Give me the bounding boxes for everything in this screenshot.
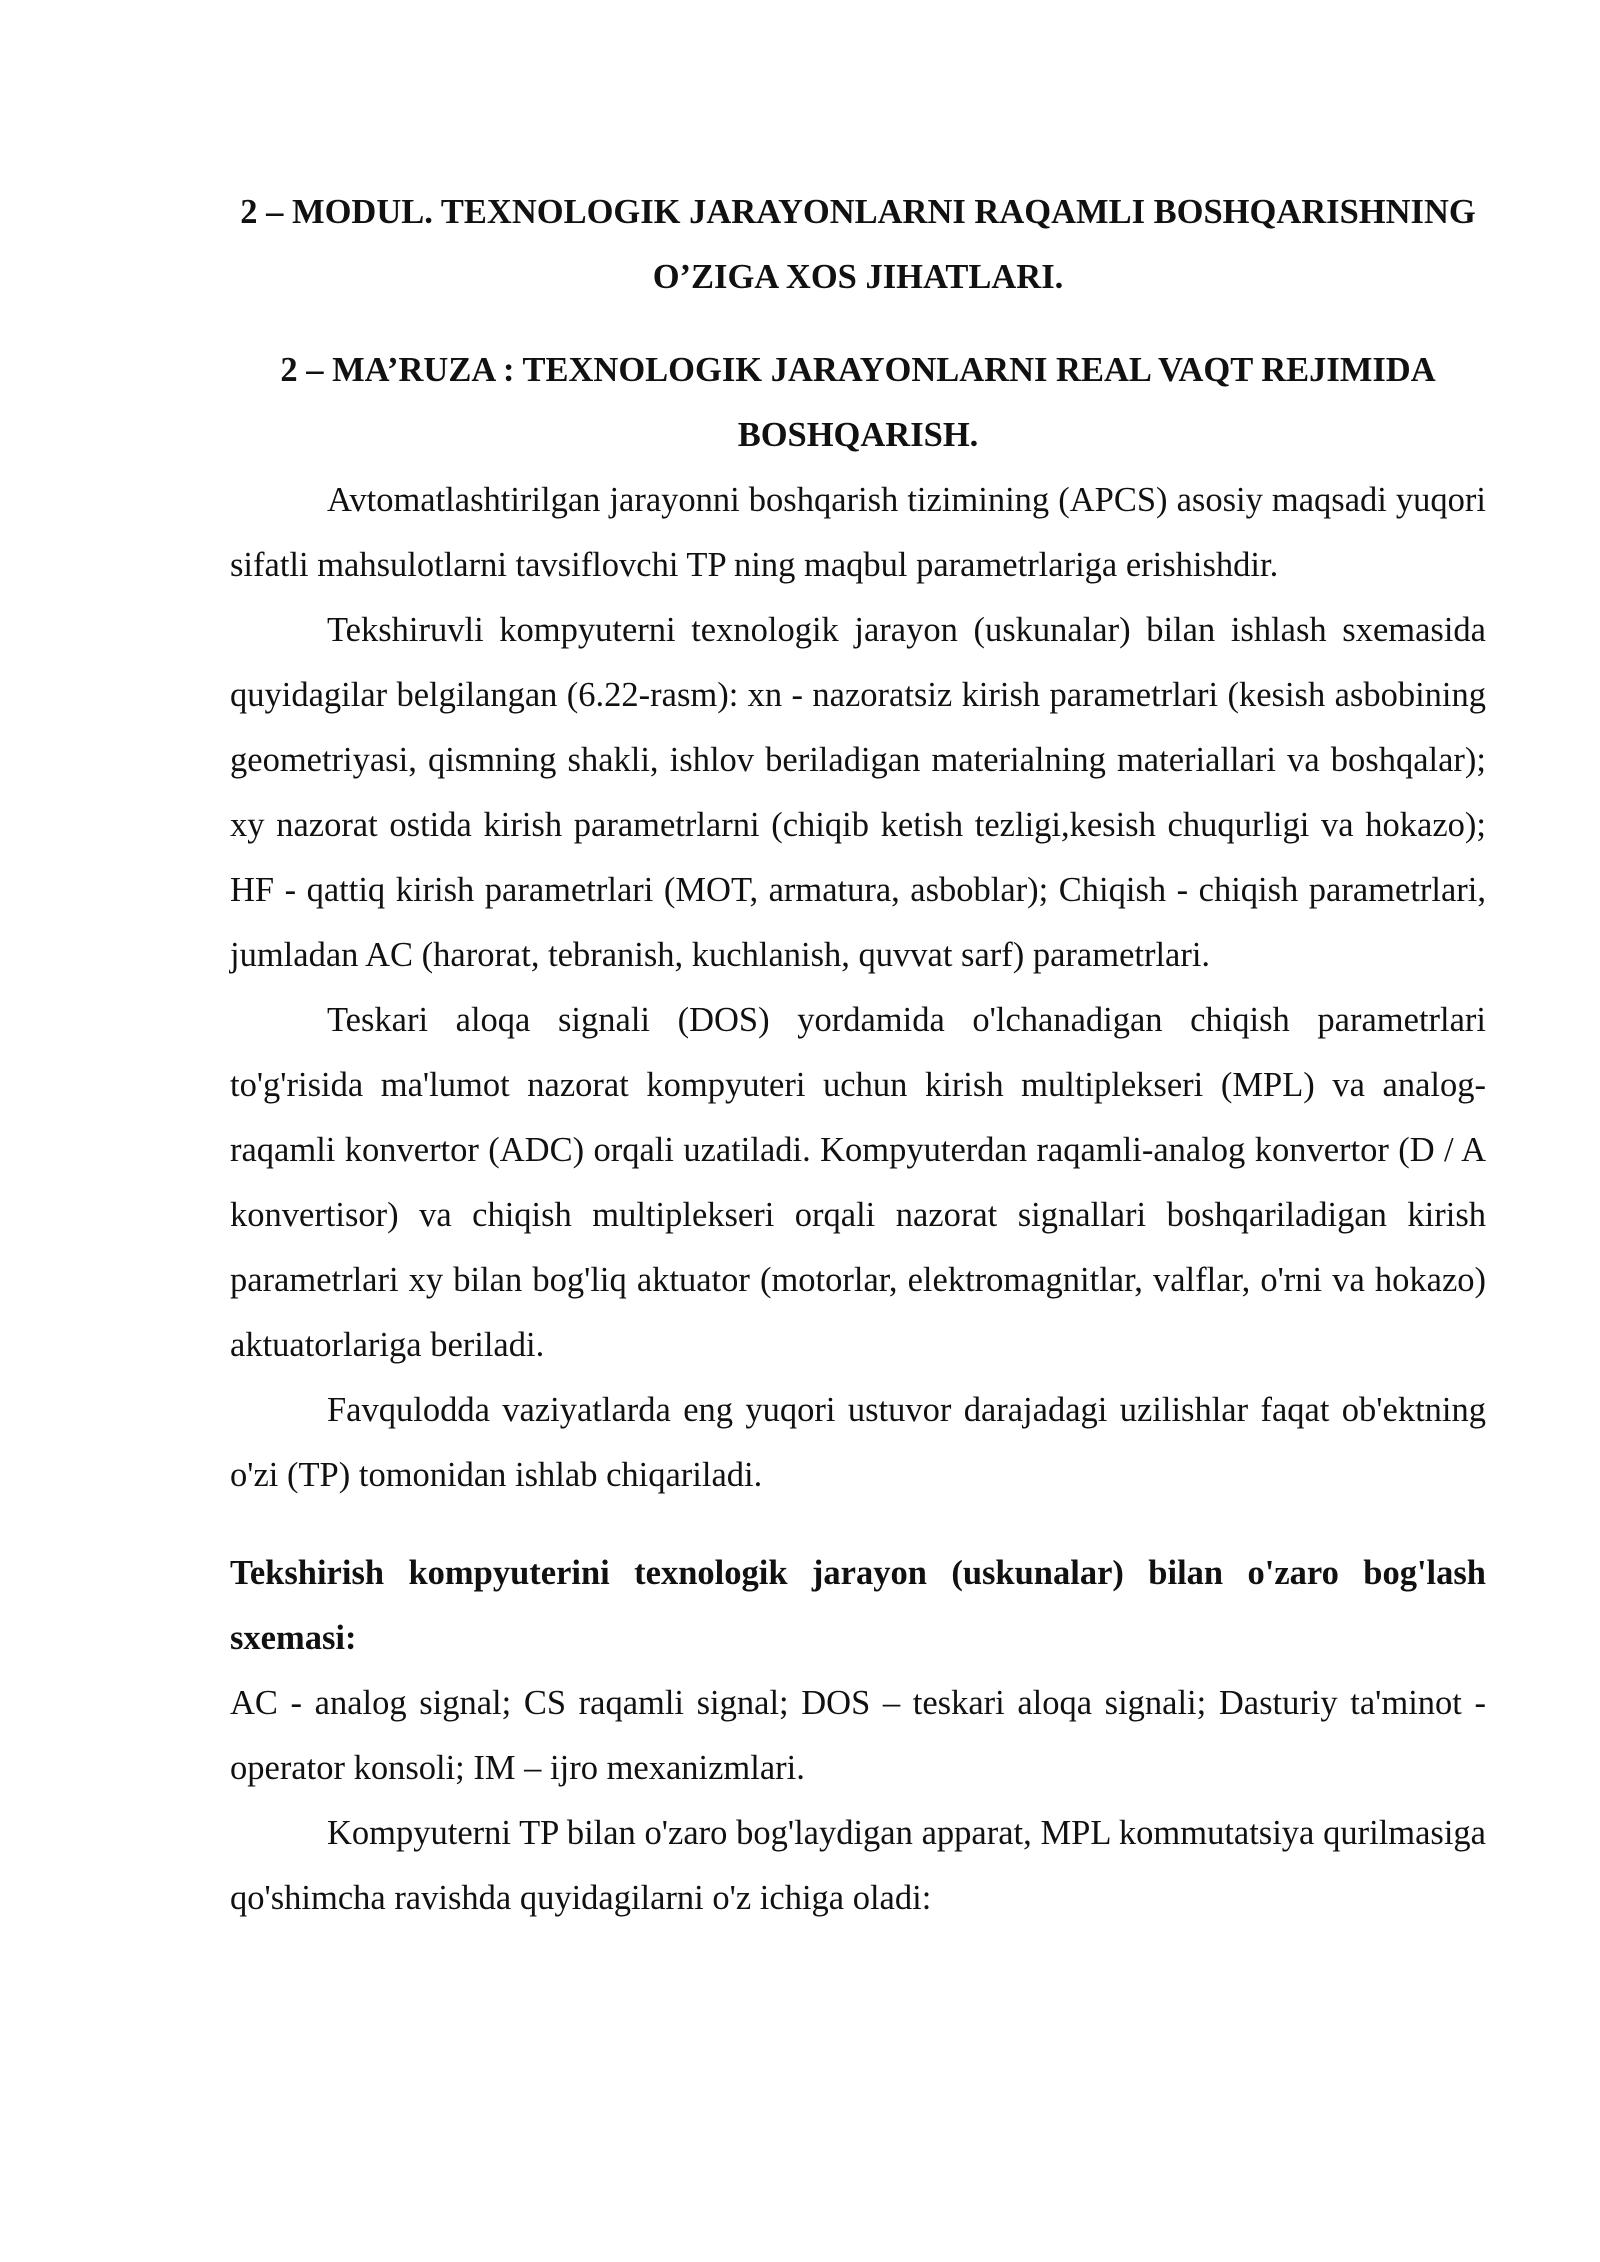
paragraph-hardware-interface: Kompyuterni TP bilan o'zaro bog'laydigan apparat, MPL kommutatsiya qurilmasiga qo'shimcha ravishda quyidagilarni o'z ichiga oladi: xyxy=(230,1814,1486,1917)
scheme-heading: Tekshirish kompyuterini texnologik jarayon (uskunalar) bilan o'zaro bog'lash sxemasi: xyxy=(230,1554,1486,1657)
paragraph-emergency-interrupts: Favqulodda vaziyatlarda eng yuqori ustuvor darajadagi uzilishlar faqat ob'ektning o'zi (TP) tomonidan ishlab chiqariladi. xyxy=(230,1391,1486,1494)
paragraph-scheme-parameters: Tekshiruvli kompyuterni texnologik jarayon (uskunalar) bilan ishlash sxemasida quyidagilar belgilangan (6.22-rasm): xn - nazoratsiz kirish parametrlari (kesish asbobining geometriyasi, qismning shakli, ishlov beriladigan materialning materiallari va boshqalar); xy nazorat ostida kirish parametrlarni (chiqib ketish tezligi,kesish chuqurligi va hokazo); HF - qattiq kirish parametrlari (MOT, armatura, asboblar); Chiqish - chiqish parametrlari, jumladan AC (harorat, tebranish, kuchlanish, quvvat sarf) parametrlari. xyxy=(230,611,1486,974)
paragraph-feedback-signal: Teskari aloqa signali (DOS) yordamida o'lchanadigan chiqish parametrlari to'g'risida ma'lumot nazorat kompyuteri uchun kirish multiplekseri (MPL) va analog-raqamli konvertor (ADC) orqali uzatiladi. Kompyuterdan raqamli-analog konvertor (D / A konvertisor) va chiqish multiplekseri orqali nazorat signallari boshqariladigan kirish parametrlari xy bilan bog'liq aktuator (motorlar, elektromagnitlar, valflar, o'rni va hokazo) aktuatorlariga beriladi. xyxy=(230,1001,1486,1364)
document-page xyxy=(230,180,1486,1931)
signal-legend: AC - analog signal; CS raqamli signal; DOS – teskari aloqa signali; Dasturiy ta'minot -operator konsoli; IM – ijro mexanizmlari. xyxy=(230,1684,1486,1787)
module-title: 2 – MODUL. TEXNOLOGIK JARAYONLARNI RAQAMLI BOSHQARISHNING O’ZIGA XOS JIHATLARI. xyxy=(240,193,1476,296)
paragraph-apcs-goal: Avtomatlashtirilgan jarayonni boshqarish tizimining (APCS) asosiy maqsadi yuqori sifatli mahsulotlarni tavsiflovchi TP ning maqbul parametrlariga erishishdir. xyxy=(230,481,1486,584)
lecture-title: 2 – MA’RUZA : TEXNOLOGIK JARAYONLARNI REAL VAQT REJIMIDA BOSHQARISH. xyxy=(280,351,1436,454)
